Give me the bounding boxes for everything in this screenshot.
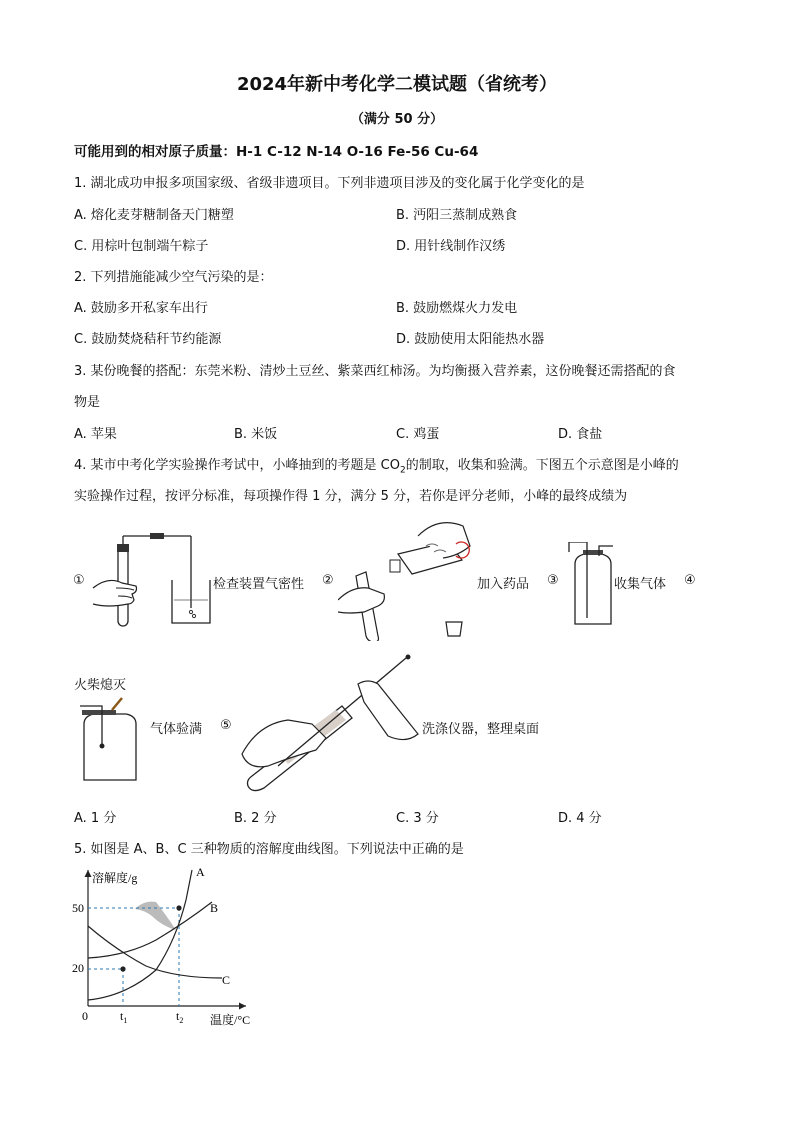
point-intersection-t1 — [120, 966, 125, 971]
q1-option-c: C. 用棕叶包制端午粽子 — [74, 239, 209, 254]
solubility-chart — [66, 860, 266, 1030]
q4-subscript: 2 — [399, 465, 406, 476]
series-label-B: B — [210, 901, 219, 915]
atomic-masses: 可能用到的相对原子质量：H-1 C-12 N-14 O-16 Fe-56 Cu-64 — [74, 144, 479, 160]
step-1-label: 检查装置气密性 — [213, 577, 305, 592]
match-extinguished-label: 火柴熄灭 — [74, 678, 127, 693]
step-3-number: ③ — [547, 573, 559, 588]
step-1-number: ① — [73, 573, 85, 588]
q1-option-b: B. 沔阳三蒸制成熟食 — [396, 208, 518, 223]
x-tick-t1-base: t — [120, 1009, 124, 1023]
q2-option-b: B. 鼓励燃煤火力发电 — [396, 301, 518, 316]
q4-stem-part-a: 4. 某市中考化学实验操作考试中，小峰抽到的考题是 CO — [74, 458, 400, 473]
series-curve-A — [88, 870, 192, 1000]
step-5-label: 洗涤仪器，整理桌面 — [422, 722, 540, 737]
x-tick-t2-base: t — [176, 1009, 180, 1023]
airtightness-check-illustration — [88, 528, 213, 628]
y-tick-50: 50 — [72, 901, 84, 915]
y-axis-label: 溶解度/g — [92, 871, 138, 885]
q3-option-b: B. 米饭 — [234, 427, 278, 442]
q4-option-a: A. 1 分 — [74, 811, 117, 826]
q3-option-c: C. 鸡蛋 — [396, 427, 440, 442]
question-3-stem-line2: 物是 — [74, 395, 101, 410]
question-5-stem: 5. 如图是 A、B、C 三种物质的溶解度曲线图。下列说法中正确的是 — [74, 842, 464, 857]
series-label-C: C — [222, 973, 231, 987]
q3-option-a: A. 苹果 — [74, 427, 117, 442]
question-4-stem-line2: 实验操作过程，按评分标准，每项操作得 1 分，满分 5 分，若你是评分老师，小峰的最终成绩为 — [74, 489, 628, 504]
q2-option-c: C. 鼓励焚烧秸秆节约能源 — [74, 332, 222, 347]
step-4-label: 气体验满 — [150, 722, 203, 737]
step-4-number: ④ — [684, 573, 696, 588]
q1-option-a: A. 熔化麦芽糖制备天门糖塑 — [74, 208, 234, 223]
point-A-t2 — [176, 905, 181, 910]
step-5-number: ⑤ — [220, 718, 232, 733]
q3-option-d: D. 食盐 — [558, 427, 603, 442]
series-label-A: A — [196, 865, 205, 879]
q4-stem-part-b: 的制取，收集和验满。下图五个示意图是小峰的 — [405, 458, 679, 473]
x-tick-t1 — [120, 1009, 127, 1025]
origin-label: 0 — [82, 1009, 88, 1023]
full-score-note: （满分 50 分） — [350, 112, 444, 127]
x-tick-t2 — [176, 1009, 183, 1025]
page-title: 2024年新中考化学二模试题（省统考） — [236, 74, 558, 95]
washing-tube-illustration — [238, 654, 420, 792]
step-2-number: ② — [322, 573, 334, 588]
q4-option-c: C. 3 分 — [396, 811, 439, 826]
step-2-label: 加入药品 — [477, 577, 530, 592]
x-tick-t1-sub: 1 — [123, 1016, 128, 1025]
x-tick-t2-sub: 2 — [179, 1016, 184, 1025]
question-3-stem-line1: 3. 某份晚餐的搭配：东莞米粉、清炒土豆丝、紫菜西红柿汤。为均衡摄入营养素，这份晚餐还需搭配的食 — [74, 364, 676, 379]
x-axis-label: 温度/°C — [210, 1013, 251, 1027]
adding-reagent-illustration — [338, 516, 473, 641]
q1-option-d: D. 用针线制作汉绣 — [396, 239, 506, 254]
question-2-stem: 2. 下列措施能减少空气污染的是： — [74, 270, 273, 285]
question-1-stem: 1. 湖北成功申报多项国家级、省级非遗项目。下列非遗项目涉及的变化属于化学变化的是 — [74, 176, 585, 191]
q4-option-d: D. 4 分 — [558, 811, 602, 826]
question-4-stem-line1 — [74, 454, 679, 476]
gas-full-test-illustration — [78, 696, 140, 782]
step-3-label: 收集气体 — [614, 577, 667, 592]
q2-option-d: D. 鼓励使用太阳能热水器 — [396, 332, 545, 347]
y-tick-20: 20 — [72, 961, 84, 975]
q4-option-b: B. 2 分 — [234, 811, 277, 826]
shaded-region — [135, 902, 176, 930]
q2-option-a: A. 鼓励多开私家车出行 — [74, 301, 208, 316]
gas-collection-illustration — [567, 542, 615, 628]
